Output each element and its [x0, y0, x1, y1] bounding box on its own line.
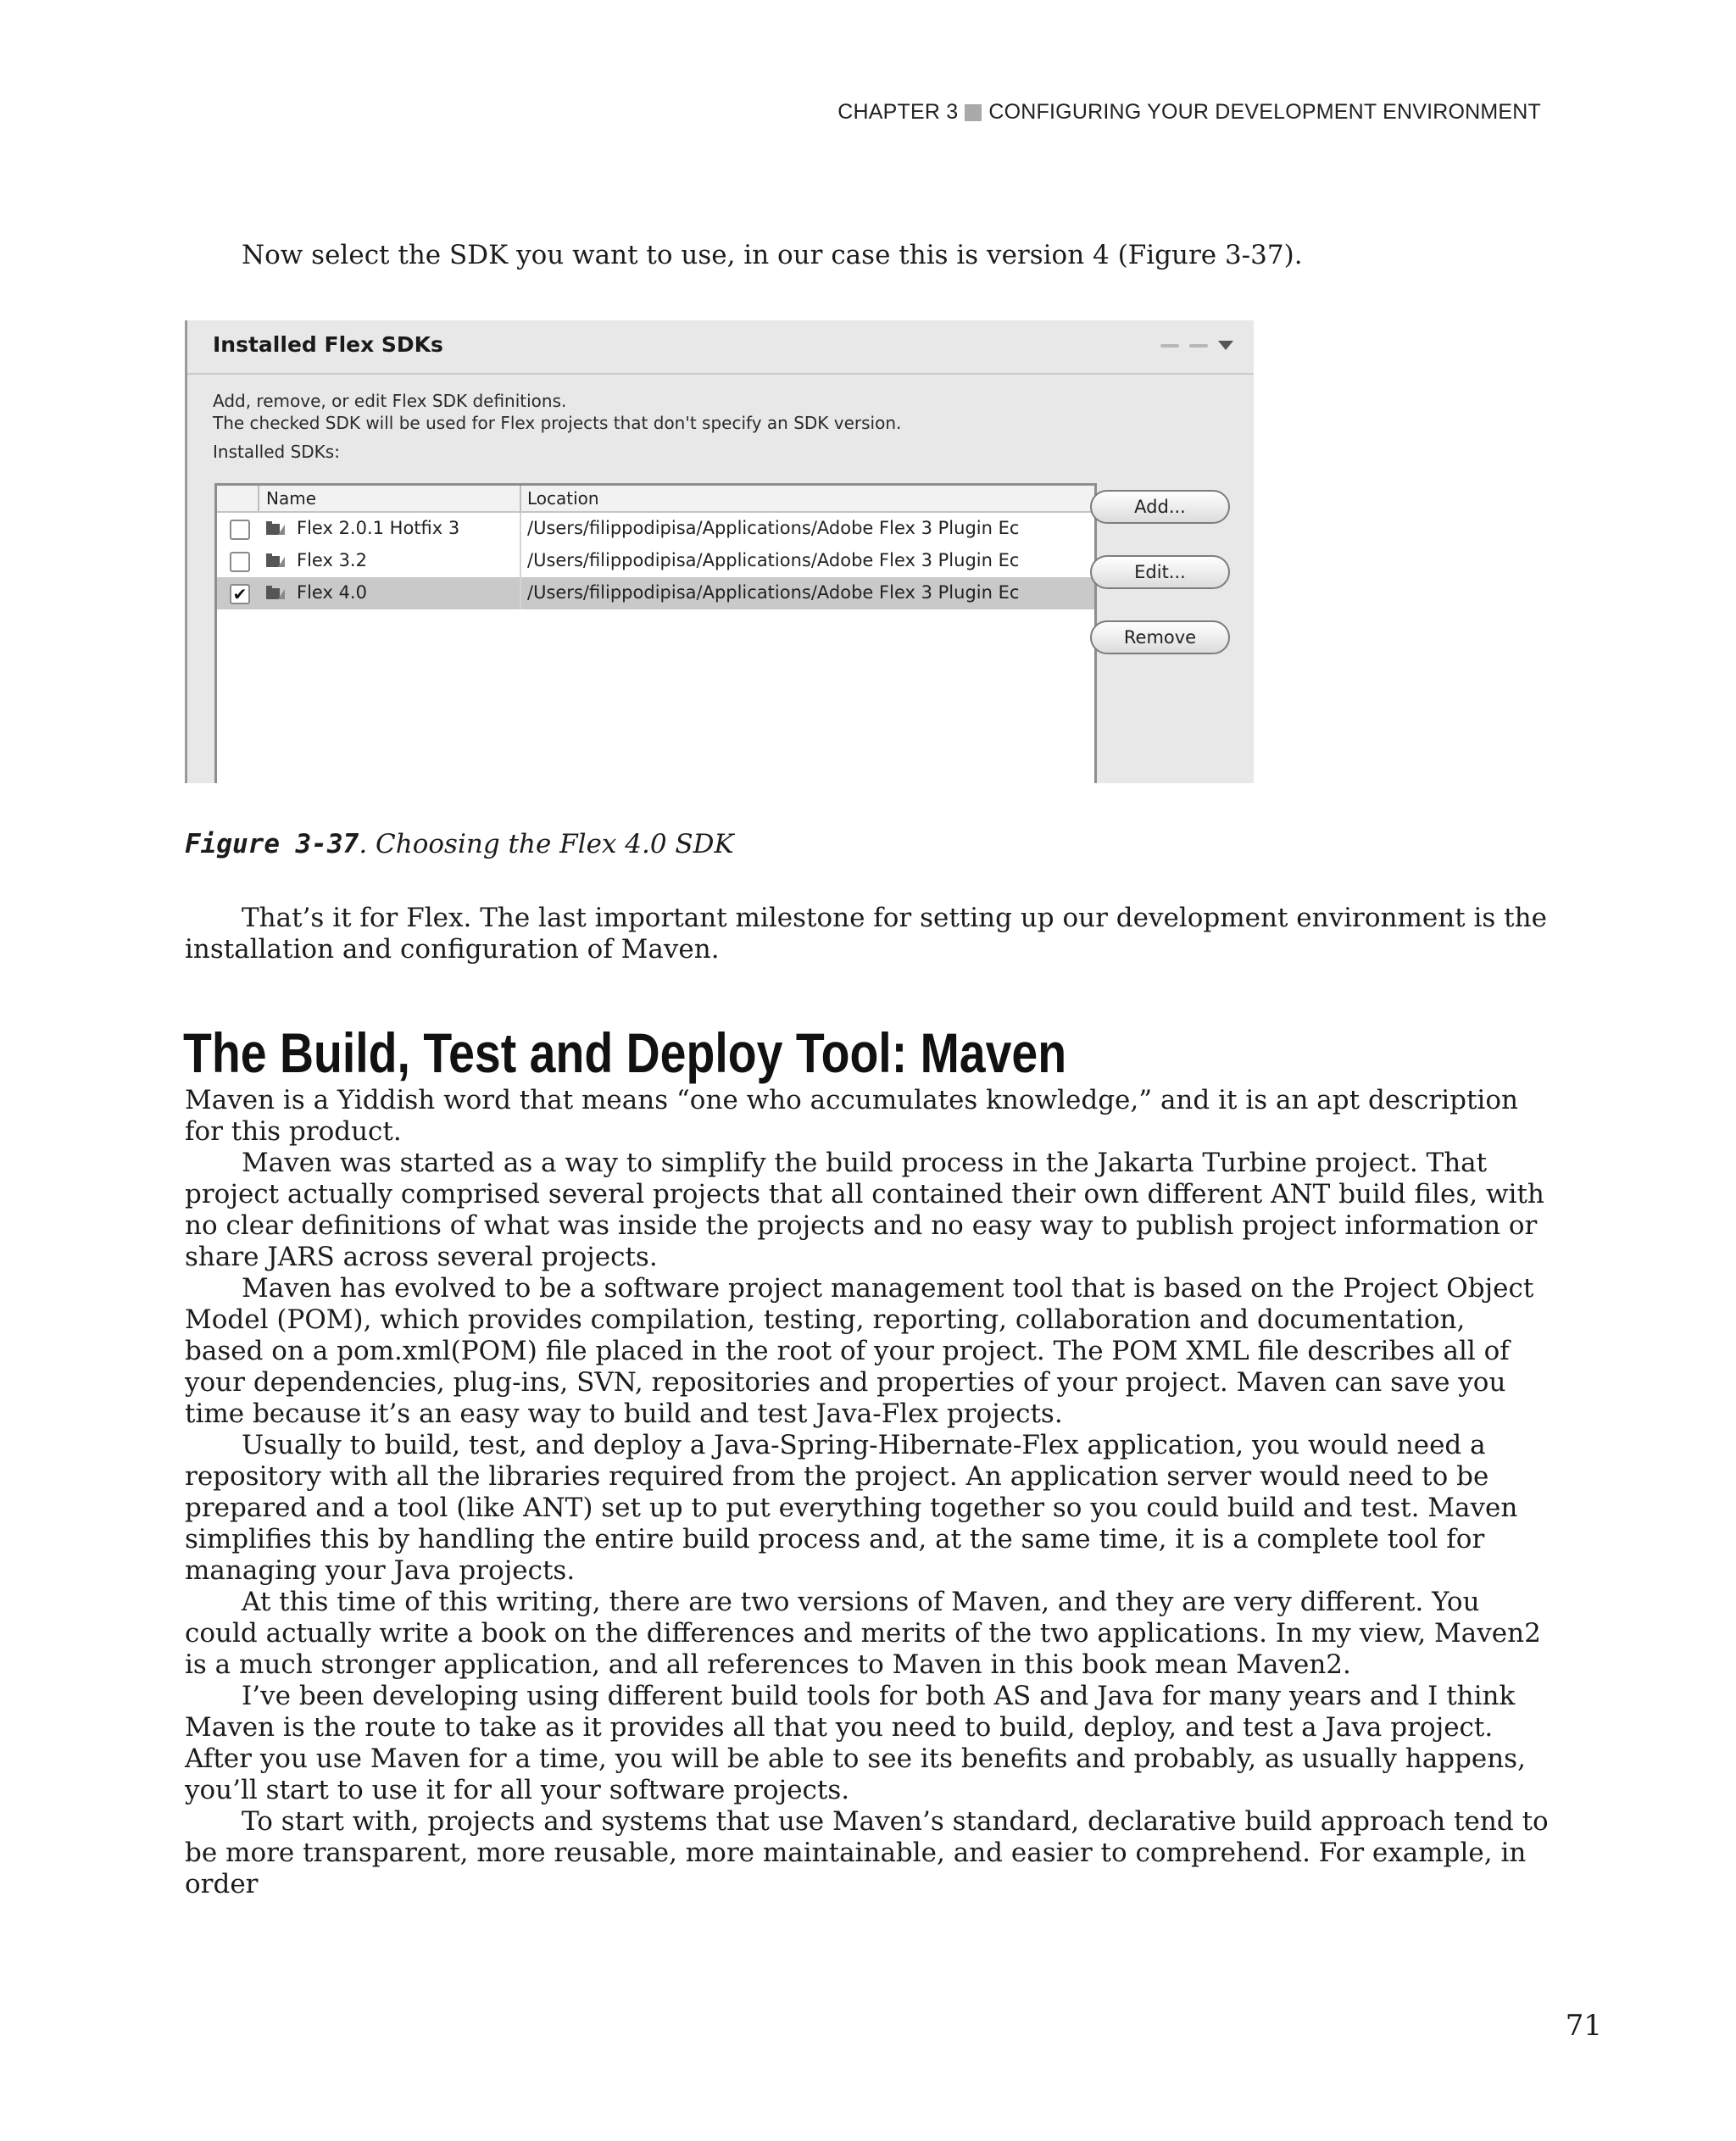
sdk-row-flex-4-0[interactable] — [217, 577, 1094, 609]
sdk-row-flex-2[interactable] — [217, 513, 1094, 545]
column-header-name[interactable]: Name — [266, 488, 317, 509]
sdk-table[interactable] — [214, 483, 1097, 783]
sdk-location: /Users/filippodipisa/Applications/Adobe Flex 3 Plugin Ec — [527, 518, 1020, 538]
figure-caption — [185, 829, 734, 859]
sdk-folder-icon — [266, 521, 285, 536]
header-separator-square — [965, 104, 982, 121]
body-paragraph: Maven was started as a way to simplify the build process in the Jakarta Turbine project. That project actually comprised several projects that all contained their own different ANT build files, with no clear definitions of what was inside the projects and no easy way to publish project information or share JARS across several projects. — [185, 1148, 1544, 1272]
sdk-name: Flex 3.2 — [297, 550, 367, 570]
intro-paragraph: Now select the SDK you want to use, in our case this is version 4 (Figure 3-37). — [242, 240, 1303, 270]
cell-divider — [520, 545, 521, 577]
forward-arrow-icon[interactable] — [1189, 344, 1208, 348]
figure-label: Figure 3-37 — [185, 829, 359, 859]
column-divider — [258, 486, 259, 511]
sdk-row-flex-3-2[interactable] — [217, 545, 1094, 577]
body-paragraph: At this time of this writing, there are two versions of Maven, and they are very different. You could actually write a book on the differences and merits of the two applications. In my view, Maven2 is a much stronger application, and all references to Maven in this book mean Maven2. — [185, 1587, 1541, 1680]
dialog-description: Add, remove, or edit Flex SDK definitions. — [213, 391, 567, 411]
column-divider — [520, 486, 521, 511]
running-header — [837, 100, 1541, 125]
installed-sdks-screenshot — [185, 320, 1254, 783]
flex-outro-paragraph: That’s it for Flex. The last important milestone for setting up our development environment is the installation and configuration of Maven. — [185, 903, 1547, 965]
sdk-name: Flex 4.0 — [297, 582, 367, 603]
body-paragraph: To start with, projects and systems that use Maven’s standard, declarative build approach tend to be more transparent, more reusable, more maintainable, and easier to comprehend. For example, in order — [185, 1806, 1549, 1899]
dialog-description-checked: The checked SDK will be used for Flex projects that don't specify an SDK version. — [213, 413, 902, 433]
body-paragraph: Maven is a Yiddish word that means “one who accumulates knowledge,” and it is an apt description for this product. — [185, 1085, 1518, 1147]
figure-caption-text: . Choosing the Flex 4.0 SDK — [359, 829, 734, 859]
remove-sdk-button[interactable]: Remove — [1090, 620, 1230, 654]
sdk-folder-icon — [266, 553, 285, 568]
sdk-location: /Users/filippodipisa/Applications/Adobe Flex 3 Plugin Ec — [527, 550, 1020, 570]
dialog-title-divider — [187, 373, 1254, 375]
chapter-title: CONFIGURING YOUR DEVELOPMENT ENVIRONMENT — [988, 100, 1541, 124]
installed-sdks-label: Installed SDKs: — [213, 442, 340, 462]
sdk-checkbox[interactable] — [230, 552, 250, 572]
body-paragraph: I’ve been developing using different build tools for both AS and Java for many years and I think Maven is the route to take as it provides all that you need to build, deploy, and test a Java project. After you use Maven for a time, you will be able to see its benefits and probably, as usually happens, you’ll start to use it for all your software projects. — [185, 1681, 1526, 1805]
column-header-location[interactable]: Location — [527, 488, 599, 509]
sdk-name: Flex 2.0.1 Hotfix 3 — [297, 518, 460, 538]
add-sdk-button[interactable]: Add... — [1090, 490, 1230, 524]
dialog-title: Installed Flex SDKs — [213, 332, 443, 357]
chapter-label: CHAPTER 3 — [837, 100, 959, 124]
back-arrow-icon[interactable] — [1160, 344, 1179, 348]
body-paragraph: Usually to build, test, and deploy a Java-Spring-Hibernate-Flex application, you would need a repository with all the libraries required from the project. An application server would need to be prepared and a tool (like ANT) set up to put everything together so you could build and test. Maven simplifies this by handling the entire build process and, at the same time, it is a complete tool for managing your Java projects. — [185, 1430, 1518, 1586]
body-paragraph: Maven has evolved to be a software project management tool that is based on the Project Object Model (POM), which provides compilation, testing, reporting, collaboration and documentation, based on a pom.xml(POM) file placed in the root of your project. The POM XML file describes all of your dependencies, plug-ins, SVN, repositories and properties of your project. Maven can save you time because it’s an easy way to build and test Java-Flex projects. — [185, 1273, 1534, 1429]
sdk-folder-icon — [266, 586, 285, 600]
page-number: 71 — [1565, 2009, 1602, 2043]
cell-divider — [520, 513, 521, 545]
edit-sdk-button[interactable]: Edit... — [1090, 555, 1230, 589]
sdk-table-header — [217, 486, 1094, 513]
section-heading: The Build, Test and Deploy Tool: Maven — [183, 1021, 1067, 1084]
section-body — [185, 1085, 1550, 1900]
cell-divider — [520, 577, 521, 609]
dropdown-arrow-icon[interactable] — [1218, 341, 1233, 350]
dialog-toolbar — [1160, 341, 1233, 350]
sdk-checkbox-checked[interactable]: ✔ — [230, 584, 250, 604]
sdk-location: /Users/filippodipisa/Applications/Adobe Flex 3 Plugin Ec — [527, 582, 1020, 603]
sdk-checkbox[interactable] — [230, 520, 250, 540]
